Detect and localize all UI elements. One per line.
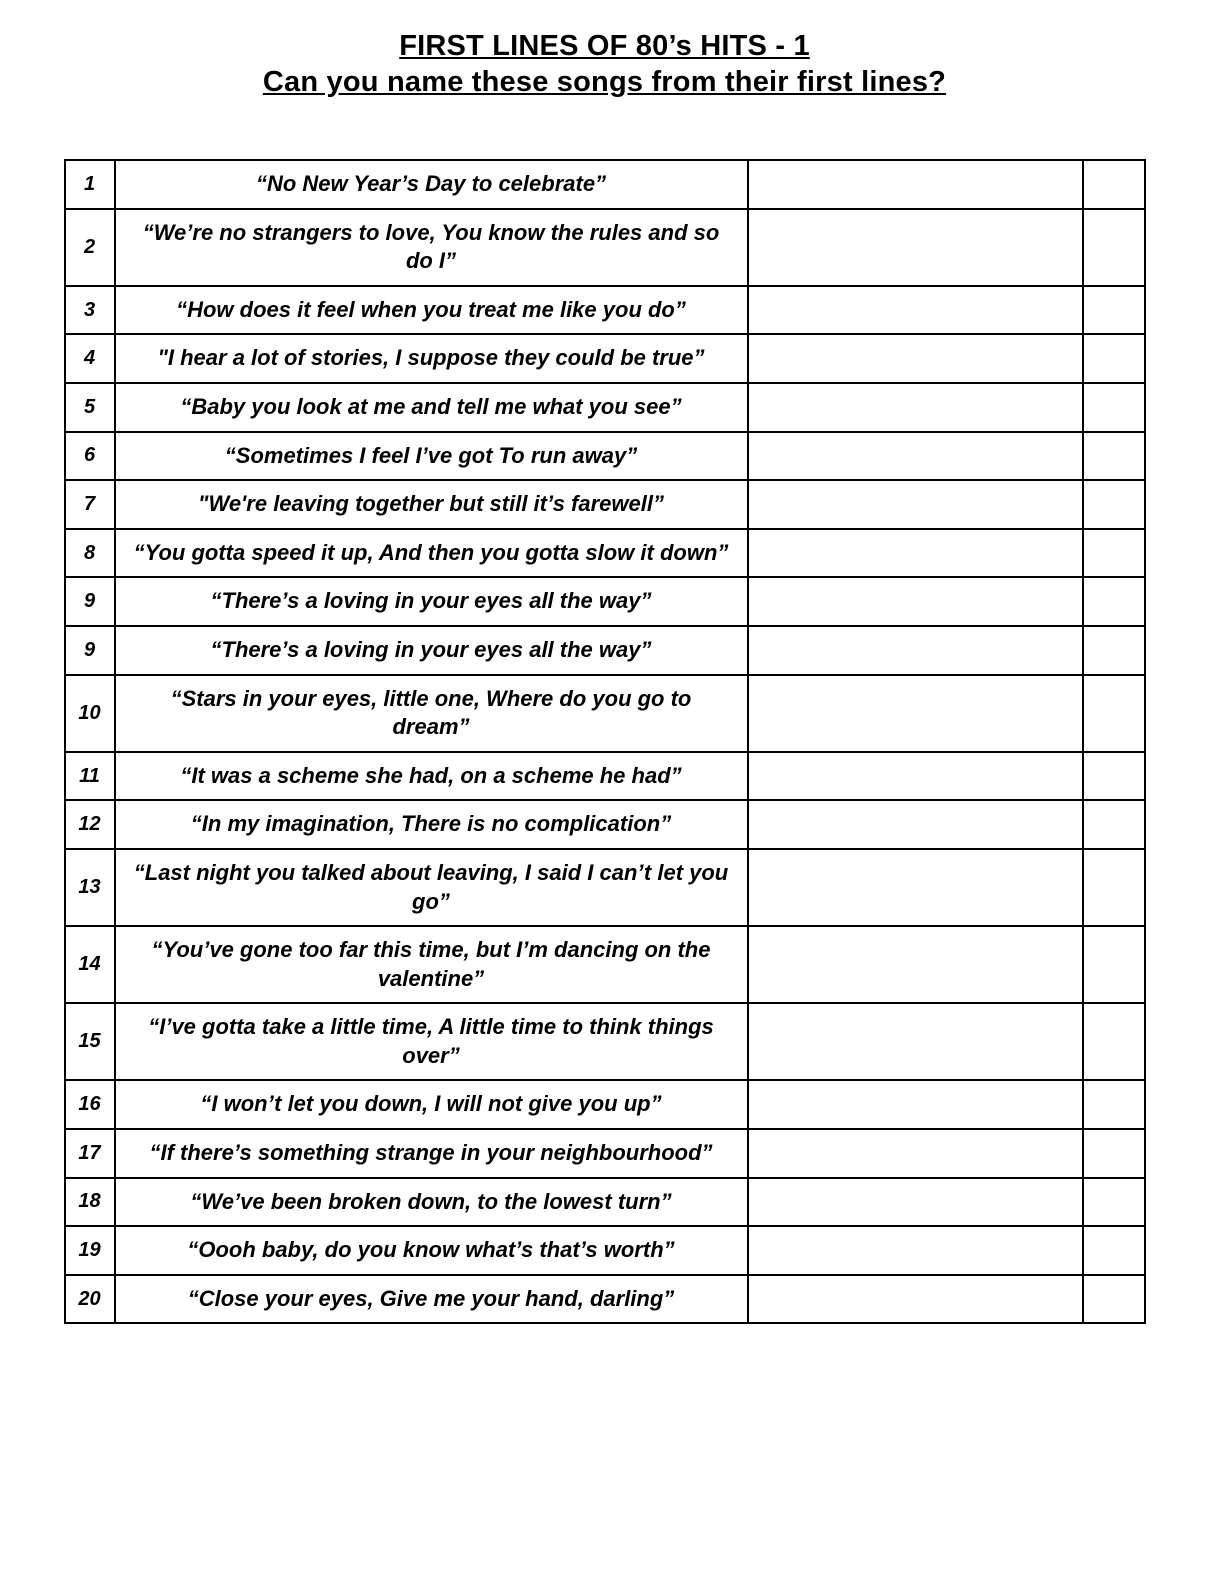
answer-blank-cell[interactable] [748, 800, 1083, 849]
score-blank-cell [1083, 529, 1145, 578]
first-line-lyric: “I won’t let you down, I will not give you up” [115, 1080, 748, 1129]
score-blank-cell [1083, 1226, 1145, 1275]
score-blank-cell [1083, 1080, 1145, 1129]
first-line-lyric: “It was a scheme she had, on a scheme he had” [115, 752, 748, 801]
score-blank-cell [1083, 849, 1145, 926]
answer-blank-cell[interactable] [748, 529, 1083, 578]
first-line-lyric: “Sometimes I feel I’ve got To run away” [115, 432, 748, 481]
quiz-row [65, 1178, 1145, 1227]
quiz-row [65, 849, 1145, 926]
answer-blank-cell[interactable] [748, 1226, 1083, 1275]
first-line-lyric: “I’ve gotta take a little time, A little time to think things over” [115, 1003, 748, 1080]
quiz-row [65, 926, 1145, 1003]
quiz-row [65, 529, 1145, 578]
score-blank-cell [1083, 926, 1145, 1003]
answer-blank-cell[interactable] [748, 383, 1083, 432]
quiz-row [65, 675, 1145, 752]
score-blank-cell [1083, 209, 1145, 286]
row-number: 18 [65, 1178, 115, 1227]
quiz-row [65, 432, 1145, 481]
page-title: FIRST LINES OF 80’s HITS - 1 [399, 30, 810, 62]
answer-blank-cell[interactable] [748, 849, 1083, 926]
first-line-lyric: “No New Year’s Day to celebrate” [115, 160, 748, 209]
first-line-lyric: “Baby you look at me and tell me what you see” [115, 383, 748, 432]
row-number: 20 [65, 1275, 115, 1324]
first-line-lyric: “There’s a loving in your eyes all the way” [115, 626, 748, 675]
first-line-lyric: "I hear a lot of stories, I suppose they could be true” [115, 334, 748, 383]
answer-blank-cell[interactable] [748, 626, 1083, 675]
quiz-table-body [65, 160, 1145, 1323]
answer-blank-cell[interactable] [748, 1178, 1083, 1227]
score-blank-cell [1083, 480, 1145, 529]
row-number: 11 [65, 752, 115, 801]
row-number: 3 [65, 286, 115, 335]
score-blank-cell [1083, 432, 1145, 481]
row-number: 9 [65, 577, 115, 626]
row-number: 4 [65, 334, 115, 383]
row-number: 7 [65, 480, 115, 529]
answer-blank-cell[interactable] [748, 577, 1083, 626]
quiz-row [65, 1226, 1145, 1275]
row-number: 17 [65, 1129, 115, 1178]
quiz-row [65, 480, 1145, 529]
row-number: 5 [65, 383, 115, 432]
quiz-row [65, 286, 1145, 335]
quiz-row [65, 1080, 1145, 1129]
quiz-row [65, 1275, 1145, 1324]
answer-blank-cell[interactable] [748, 286, 1083, 335]
row-number: 9 [65, 626, 115, 675]
row-number: 2 [65, 209, 115, 286]
row-number: 8 [65, 529, 115, 578]
first-line-lyric: “Last night you talked about leaving, I said I can’t let you go” [115, 849, 748, 926]
answer-blank-cell[interactable] [748, 432, 1083, 481]
row-number: 19 [65, 1226, 115, 1275]
score-blank-cell [1083, 1003, 1145, 1080]
answer-blank-cell[interactable] [748, 334, 1083, 383]
row-number: 15 [65, 1003, 115, 1080]
row-number: 13 [65, 849, 115, 926]
row-number: 1 [65, 160, 115, 209]
answer-blank-cell[interactable] [748, 752, 1083, 801]
page-subtitle: Can you name these songs from their first lines? [262, 66, 947, 98]
quiz-table [64, 159, 1146, 1324]
first-line-lyric: “In my imagination, There is no complication” [115, 800, 748, 849]
score-blank-cell [1083, 1129, 1145, 1178]
score-blank-cell [1083, 1178, 1145, 1227]
answer-blank-cell[interactable] [748, 926, 1083, 1003]
first-line-lyric: “We’ve been broken down, to the lowest turn” [115, 1178, 748, 1227]
answer-blank-cell[interactable] [748, 1003, 1083, 1080]
score-blank-cell [1083, 675, 1145, 752]
score-blank-cell [1083, 334, 1145, 383]
first-line-lyric: “We’re no strangers to love, You know the rules and so do I” [115, 209, 748, 286]
quiz-row [65, 1129, 1145, 1178]
answer-blank-cell[interactable] [748, 675, 1083, 752]
score-blank-cell [1083, 160, 1145, 209]
score-blank-cell [1083, 1275, 1145, 1324]
quiz-row [65, 800, 1145, 849]
answer-blank-cell[interactable] [748, 480, 1083, 529]
quiz-row [65, 752, 1145, 801]
row-number: 12 [65, 800, 115, 849]
score-blank-cell [1083, 752, 1145, 801]
quiz-row [65, 626, 1145, 675]
quiz-row [65, 383, 1145, 432]
score-blank-cell [1083, 286, 1145, 335]
quiz-row [65, 1003, 1145, 1080]
answer-blank-cell[interactable] [748, 1080, 1083, 1129]
first-line-lyric: "We're leaving together but still it’s farewell” [115, 480, 748, 529]
first-line-lyric: “You gotta speed it up, And then you gotta slow it down” [115, 529, 748, 578]
row-number: 16 [65, 1080, 115, 1129]
answer-blank-cell[interactable] [748, 209, 1083, 286]
quiz-row [65, 334, 1145, 383]
first-line-lyric: “How does it feel when you treat me like you do” [115, 286, 748, 335]
score-blank-cell [1083, 577, 1145, 626]
answer-blank-cell[interactable] [748, 1275, 1083, 1324]
score-blank-cell [1083, 383, 1145, 432]
score-blank-cell [1083, 626, 1145, 675]
row-number: 6 [65, 432, 115, 481]
answer-blank-cell[interactable] [748, 1129, 1083, 1178]
score-blank-cell [1083, 800, 1145, 849]
quiz-row [65, 577, 1145, 626]
first-line-lyric: “If there’s something strange in your neighbourhood” [115, 1129, 748, 1178]
first-line-lyric: “Stars in your eyes, little one, Where do you go to dream” [115, 675, 748, 752]
quiz-row [65, 209, 1145, 286]
row-number: 10 [65, 675, 115, 752]
row-number: 14 [65, 926, 115, 1003]
quiz-row [65, 160, 1145, 209]
first-line-lyric: “You’ve gone too far this time, but I’m dancing on the valentine” [115, 926, 748, 1003]
first-line-lyric: “Close your eyes, Give me your hand, darling” [115, 1275, 748, 1324]
answer-blank-cell[interactable] [748, 160, 1083, 209]
first-line-lyric: “There’s a loving in your eyes all the way” [115, 577, 748, 626]
first-line-lyric: “Oooh baby, do you know what’s that’s worth” [115, 1226, 748, 1275]
